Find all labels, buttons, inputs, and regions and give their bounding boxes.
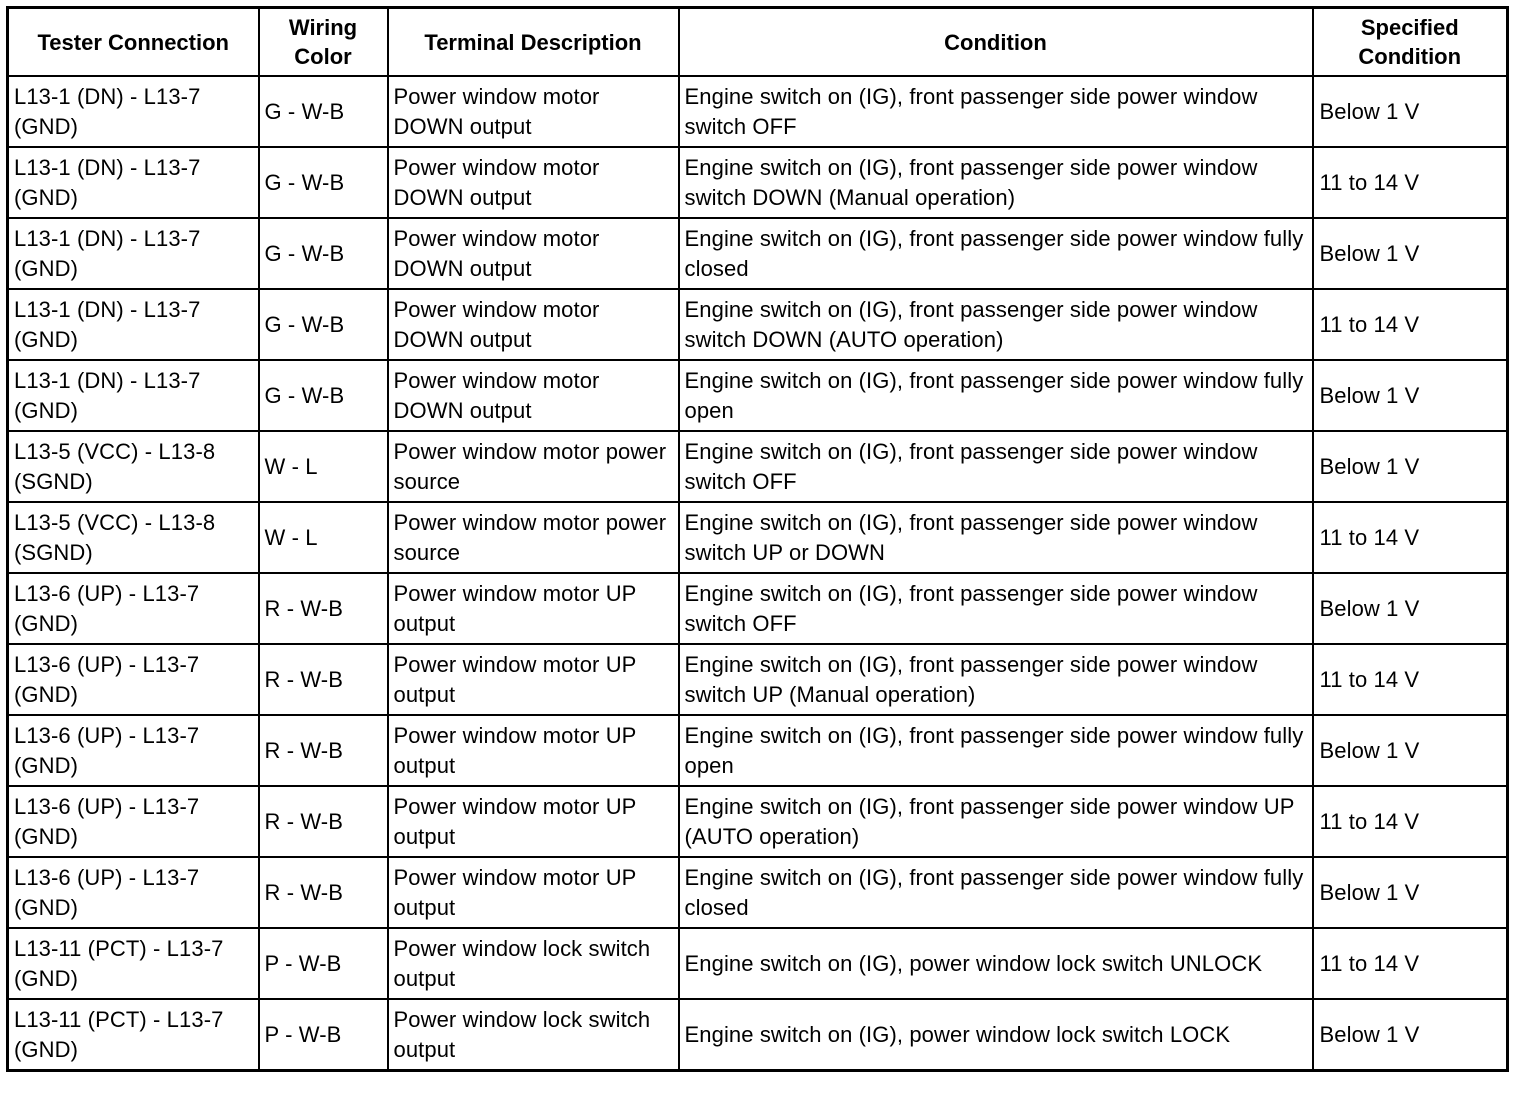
cell-tester-connection: L13-11 (PCT) - L13-7 (GND) (8, 928, 259, 999)
cell-condition: Engine switch on (IG), front passenger side power window fully closed (679, 218, 1313, 289)
cell-specified-condition: Below 1 V (1313, 431, 1508, 502)
cell-wiring-color: W - L (259, 502, 388, 573)
cell-wiring-color: P - W-B (259, 999, 388, 1071)
cell-terminal-description: Power window lock switch output (388, 999, 679, 1071)
cell-condition: Engine switch on (IG), front passenger side power window switch DOWN (Manual operation) (679, 147, 1313, 218)
cell-specified-condition: Below 1 V (1313, 715, 1508, 786)
cell-specified-condition: 11 to 14 V (1313, 289, 1508, 360)
cell-wiring-color: R - W-B (259, 786, 388, 857)
cell-specified-condition: Below 1 V (1313, 573, 1508, 644)
cell-condition: Engine switch on (IG), front passenger side power window fully open (679, 360, 1313, 431)
cell-specified-condition: 11 to 14 V (1313, 502, 1508, 573)
cell-condition: Engine switch on (IG), power window lock switch UNLOCK (679, 928, 1313, 999)
cell-tester-connection: L13-1 (DN) - L13-7 (GND) (8, 147, 259, 218)
cell-tester-connection: L13-6 (UP) - L13-7 (GND) (8, 857, 259, 928)
cell-wiring-color: R - W-B (259, 573, 388, 644)
cell-terminal-description: Power window lock switch output (388, 928, 679, 999)
table-row (8, 218, 1508, 289)
cell-wiring-color: G - W-B (259, 360, 388, 431)
header-tester-connection: Tester Connection (8, 8, 259, 77)
cell-condition: Engine switch on (IG), front passenger side power window fully closed (679, 857, 1313, 928)
cell-terminal-description: Power window motor DOWN output (388, 218, 679, 289)
table-row (8, 502, 1508, 573)
cell-specified-condition: 11 to 14 V (1313, 147, 1508, 218)
terminal-spec-table-wrapper (6, 6, 1509, 1072)
cell-terminal-description: Power window motor power source (388, 431, 679, 502)
cell-condition: Engine switch on (IG), front passenger side power window switch DOWN (AUTO operation) (679, 289, 1313, 360)
cell-terminal-description: Power window motor UP output (388, 786, 679, 857)
cell-tester-connection: L13-5 (VCC) - L13-8 (SGND) (8, 502, 259, 573)
cell-terminal-description: Power window motor UP output (388, 857, 679, 928)
cell-condition: Engine switch on (IG), front passenger side power window UP (AUTO operation) (679, 786, 1313, 857)
cell-specified-condition: Below 1 V (1313, 360, 1508, 431)
cell-wiring-color: P - W-B (259, 928, 388, 999)
cell-wiring-color: R - W-B (259, 644, 388, 715)
cell-terminal-description: Power window motor DOWN output (388, 289, 679, 360)
cell-tester-connection: L13-1 (DN) - L13-7 (GND) (8, 289, 259, 360)
cell-terminal-description: Power window motor DOWN output (388, 360, 679, 431)
cell-tester-connection: L13-1 (DN) - L13-7 (GND) (8, 76, 259, 147)
table-row (8, 573, 1508, 644)
cell-condition: Engine switch on (IG), front passenger side power window switch UP or DOWN (679, 502, 1313, 573)
cell-tester-connection: L13-6 (UP) - L13-7 (GND) (8, 715, 259, 786)
cell-wiring-color: R - W-B (259, 715, 388, 786)
cell-specified-condition: Below 1 V (1313, 76, 1508, 147)
header-specified-condition: Specified Condition (1313, 8, 1508, 77)
cell-terminal-description: Power window motor UP output (388, 573, 679, 644)
cell-specified-condition: Below 1 V (1313, 857, 1508, 928)
cell-condition: Engine switch on (IG), front passenger side power window switch OFF (679, 573, 1313, 644)
cell-tester-connection: L13-1 (DN) - L13-7 (GND) (8, 360, 259, 431)
cell-specified-condition: 11 to 14 V (1313, 786, 1508, 857)
table-row (8, 76, 1508, 147)
cell-wiring-color: G - W-B (259, 218, 388, 289)
table-row (8, 431, 1508, 502)
cell-condition: Engine switch on (IG), front passenger side power window switch UP (Manual operation) (679, 644, 1313, 715)
cell-specified-condition: 11 to 14 V (1313, 928, 1508, 999)
cell-specified-condition: Below 1 V (1313, 218, 1508, 289)
cell-specified-condition: 11 to 14 V (1313, 644, 1508, 715)
table-row (8, 928, 1508, 999)
header-terminal-description: Terminal Description (388, 8, 679, 77)
cell-wiring-color: G - W-B (259, 289, 388, 360)
cell-tester-connection: L13-5 (VCC) - L13-8 (SGND) (8, 431, 259, 502)
table-row (8, 147, 1508, 218)
cell-tester-connection: L13-6 (UP) - L13-7 (GND) (8, 786, 259, 857)
table-row (8, 644, 1508, 715)
cell-condition: Engine switch on (IG), power window lock switch LOCK (679, 999, 1313, 1071)
cell-wiring-color: W - L (259, 431, 388, 502)
cell-terminal-description: Power window motor UP output (388, 644, 679, 715)
cell-terminal-description: Power window motor power source (388, 502, 679, 573)
cell-tester-connection: L13-6 (UP) - L13-7 (GND) (8, 644, 259, 715)
header-condition: Condition (679, 8, 1313, 77)
cell-condition: Engine switch on (IG), front passenger side power window switch OFF (679, 431, 1313, 502)
terminal-spec-table (6, 6, 1509, 1072)
cell-terminal-description: Power window motor UP output (388, 715, 679, 786)
cell-wiring-color: R - W-B (259, 857, 388, 928)
cell-condition: Engine switch on (IG), front passenger side power window switch OFF (679, 76, 1313, 147)
table-row (8, 999, 1508, 1071)
cell-tester-connection: L13-11 (PCT) - L13-7 (GND) (8, 999, 259, 1071)
table-row (8, 360, 1508, 431)
table-row (8, 715, 1508, 786)
cell-specified-condition: Below 1 V (1313, 999, 1508, 1071)
cell-tester-connection: L13-6 (UP) - L13-7 (GND) (8, 573, 259, 644)
cell-condition: Engine switch on (IG), front passenger side power window fully open (679, 715, 1313, 786)
table-row (8, 786, 1508, 857)
cell-terminal-description: Power window motor DOWN output (388, 76, 679, 147)
cell-wiring-color: G - W-B (259, 76, 388, 147)
cell-wiring-color: G - W-B (259, 147, 388, 218)
cell-terminal-description: Power window motor DOWN output (388, 147, 679, 218)
cell-tester-connection: L13-1 (DN) - L13-7 (GND) (8, 218, 259, 289)
table-row (8, 857, 1508, 928)
table-row (8, 289, 1508, 360)
header-wiring-color: Wiring Color (259, 8, 388, 77)
table-header-row (8, 8, 1508, 77)
